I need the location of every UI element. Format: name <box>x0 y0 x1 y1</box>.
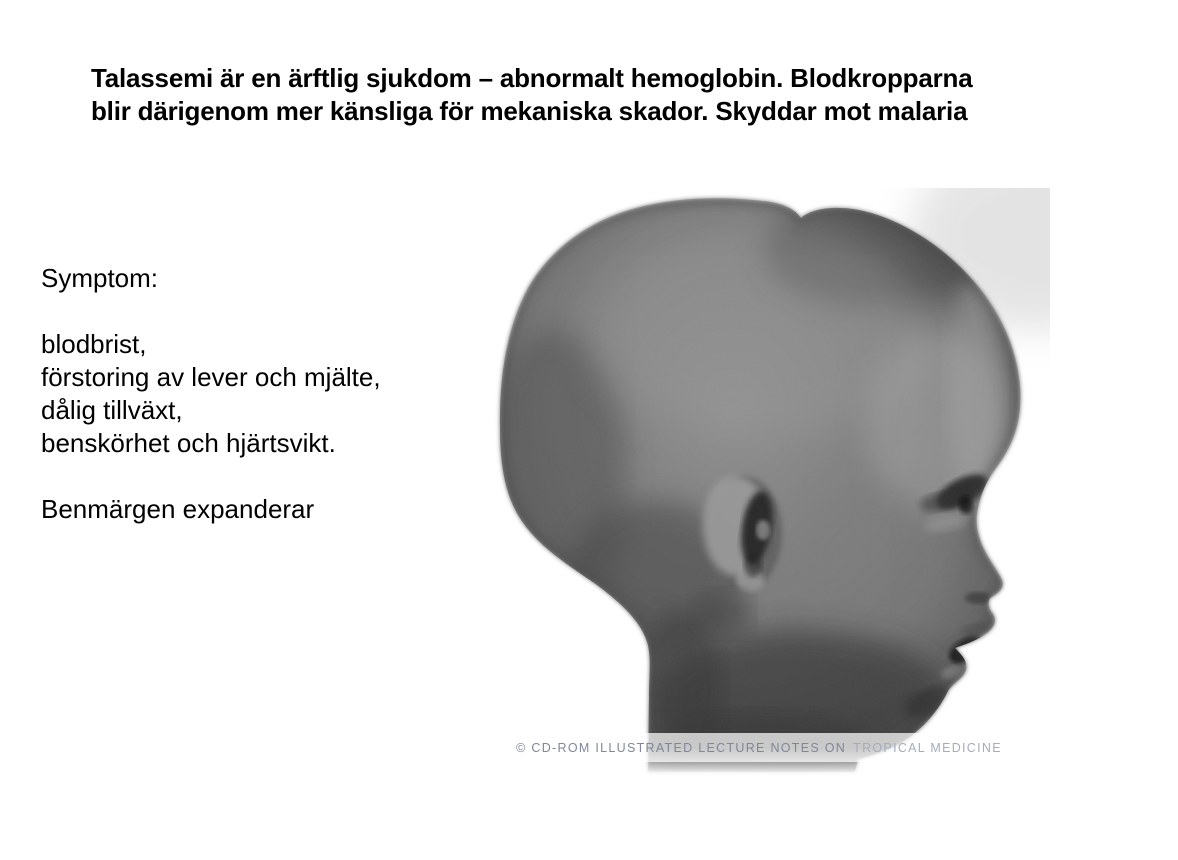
symptom-item: dålig tillväxt, <box>41 395 183 425</box>
blank-line <box>41 460 381 493</box>
symptom-heading: Symptom: <box>41 263 159 293</box>
symptom-list <box>41 262 381 526</box>
photo-caption-primary: © CD-ROM ILLUSTRATED LECTURE NOTES ON <box>516 740 847 755</box>
symptom-note: Benmärgen expanderar <box>41 494 315 524</box>
slide-title-line-2: blir därigenom mer känsliga för mekaniska skador. Skyddar mot malaria <box>91 96 968 126</box>
photo-caption-secondary: TROPICAL MEDICINE <box>853 740 1002 755</box>
patient-photo <box>490 188 1050 780</box>
patient-photo-illustration <box>490 188 1050 780</box>
blank-line <box>41 295 381 328</box>
symptom-item: förstoring av lever och mjälte, <box>41 362 381 392</box>
head-shading <box>490 188 1050 780</box>
photo-caption-bar <box>516 733 1002 762</box>
symptom-item: benskörhet och hjärtsvikt. <box>41 428 336 458</box>
slide-title <box>91 62 972 128</box>
symptom-item: blodbrist, <box>41 329 147 359</box>
slide-title-line-1: Talassemi är en ärftlig sjukdom – abnormalt hemoglobin. Blodkropparna <box>91 63 973 93</box>
